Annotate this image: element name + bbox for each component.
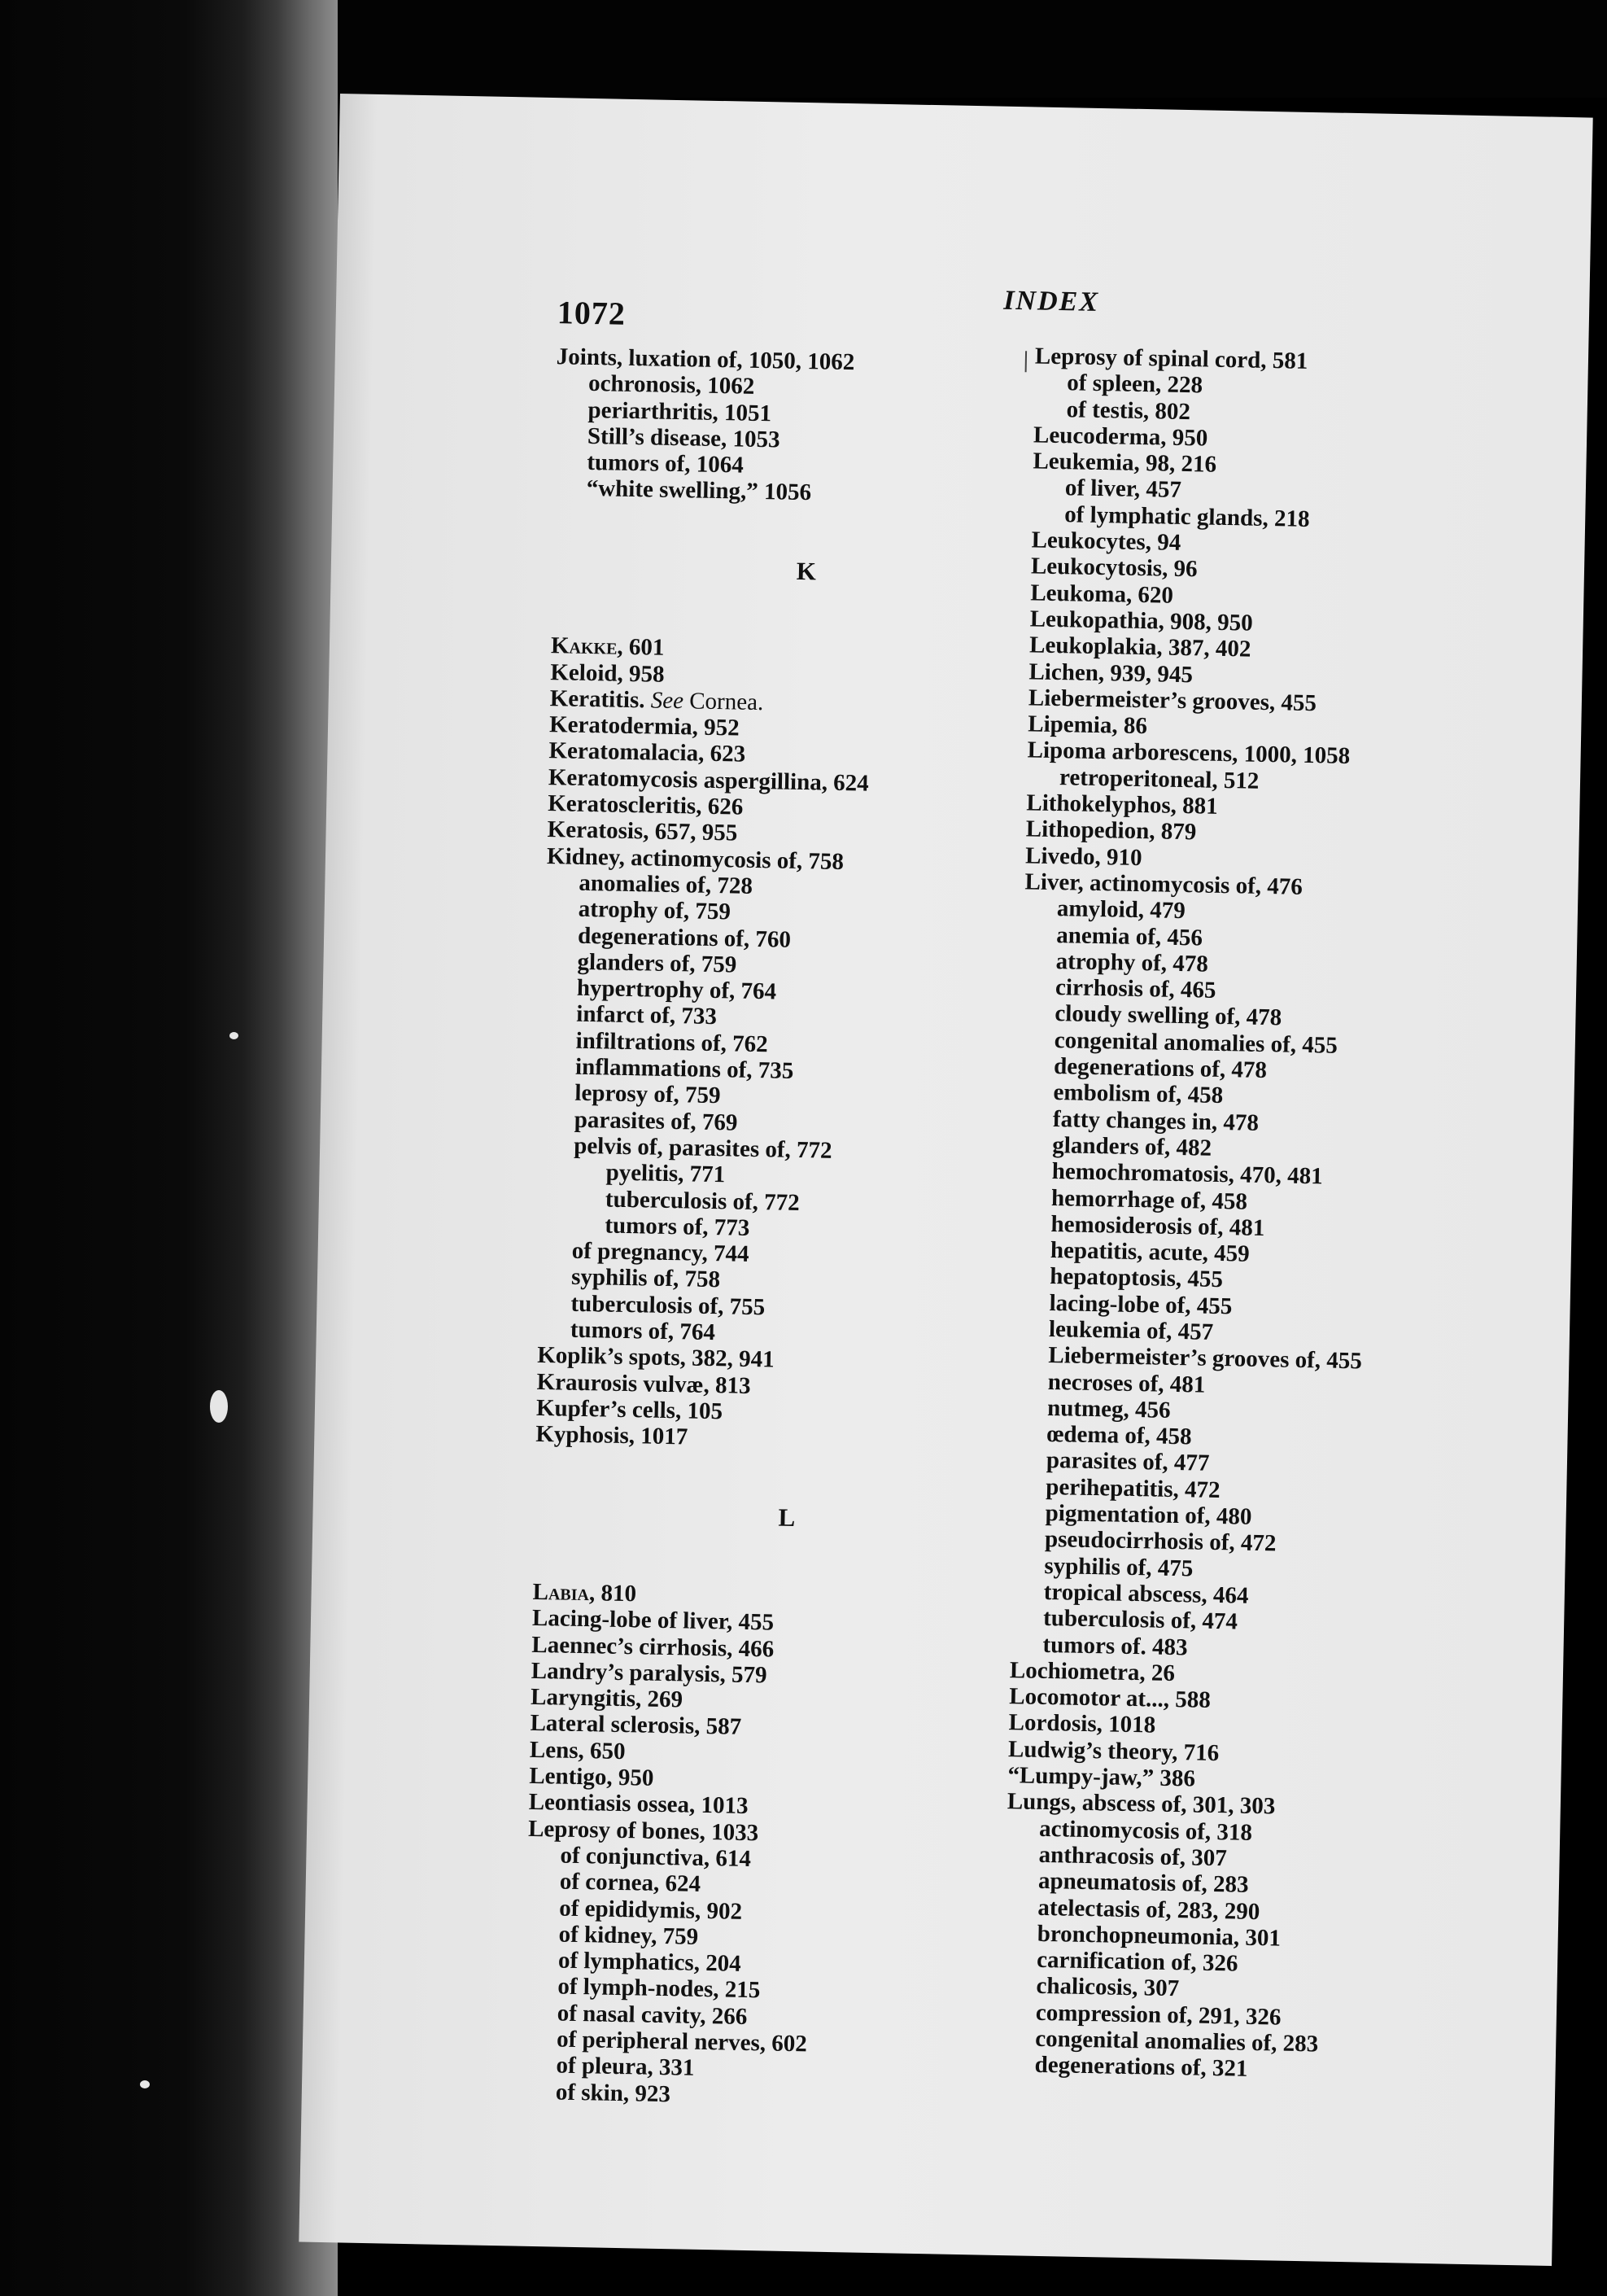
entry-text: Leukoplakia, 387, 402 xyxy=(1028,632,1251,663)
entry-text: hypertrophy of, 764 xyxy=(576,974,777,1005)
entry-text: Lentigo, 950 xyxy=(529,1762,654,1791)
entry-text: , 601 xyxy=(617,633,665,662)
entry-text: lacing-lobe of, 455 xyxy=(1049,1289,1233,1320)
entry-text: Lipemia, 86 xyxy=(1027,711,1148,740)
entry-text: pseudocirrhosis of, 472 xyxy=(1044,1526,1277,1557)
entry-text: of nasal cavity, 266 xyxy=(557,2000,748,2030)
entry-text: Joints, luxation of, 1050, 1062 xyxy=(556,343,855,376)
index-column-right xyxy=(1002,343,1556,2087)
entry-text: leukemia of, 457 xyxy=(1048,1315,1214,1345)
entry-text: “white swelling,” 1056 xyxy=(586,475,812,506)
entry-text: Kyphosis, 1017 xyxy=(535,1421,688,1450)
entry-text: bronchopneumonia, 301 xyxy=(1037,1920,1282,1952)
entry-text: Laennec’s cirrhosis, 466 xyxy=(531,1631,775,1663)
entry-text: pelvis of, parasites of, 772 xyxy=(573,1132,832,1164)
entry-text: of conjunctiva, 614 xyxy=(560,1842,752,1873)
entry-text: Leprosy of spinal cord, 581 xyxy=(1034,343,1308,374)
entry-text: anemia of, 456 xyxy=(1056,921,1203,951)
entry-text: Keratoscleritis, 626 xyxy=(547,790,744,820)
entry-text: glanders of, 482 xyxy=(1052,1131,1212,1161)
entry-text: of lymphatics, 204 xyxy=(557,1947,742,1977)
entry-text: congenital anomalies of, 455 xyxy=(1054,1026,1338,1059)
entry-text: atrophy of, 759 xyxy=(578,896,731,925)
entry-text: pigmentation of, 480 xyxy=(1045,1500,1252,1530)
entry-text: of testis, 802 xyxy=(1066,396,1191,425)
page-number: 1072 xyxy=(557,294,627,332)
entry-text: Lungs, abscess of, 301, 303 xyxy=(1007,1788,1276,1820)
see-reference: See xyxy=(650,687,684,715)
entry-text: amyloid, 479 xyxy=(1056,895,1186,925)
entry-text: Lipoma arborescens, 1000, 1058 xyxy=(1027,737,1351,770)
entry-text: , 810 xyxy=(588,1580,637,1607)
film-speck xyxy=(229,1032,238,1039)
entry-text: hemochromatosis, 470, 481 xyxy=(1051,1158,1323,1190)
entry-heading: Labia xyxy=(532,1578,590,1607)
entry-text: Liebermeister’s grooves, 455 xyxy=(1028,684,1317,717)
entry-text: Keloid, 958 xyxy=(550,658,665,688)
entry-text: fatty changes in, 478 xyxy=(1052,1105,1260,1136)
entry-text: necroses of, 481 xyxy=(1047,1368,1206,1398)
entry-text: periarthritis, 1051 xyxy=(587,396,772,426)
entry-text: ochronosis, 1062 xyxy=(587,370,755,400)
entry-text: hemosiderosis of, 481 xyxy=(1050,1210,1265,1241)
entry-text: Ludwig’s theory, 716 xyxy=(1007,1735,1220,1766)
entry-text: cloudy swelling of, 478 xyxy=(1055,1000,1282,1031)
entry-text: of kidney, 759 xyxy=(558,1921,699,1950)
entry-text: Keratodermia, 952 xyxy=(548,711,740,741)
entry-text: of pregnancy, 744 xyxy=(571,1237,749,1268)
entry-text: Kidney, actinomycosis of, 758 xyxy=(546,842,845,875)
entry-text: Leukemia, 98, 216 xyxy=(1033,448,1217,478)
entry-text: hemorrhage of, 458 xyxy=(1050,1184,1248,1215)
entry-text: anthracosis of, 307 xyxy=(1038,1841,1228,1872)
entry-text: tumors of, 773 xyxy=(605,1212,750,1241)
entry-text: tumors of, 1064 xyxy=(587,449,745,479)
entry-text: carnification of, 326 xyxy=(1036,1946,1238,1977)
entry-text: Laryngitis, 269 xyxy=(530,1684,683,1713)
entry-text: retroperitoneal, 512 xyxy=(1059,763,1260,794)
entry-text: degenerations of, 478 xyxy=(1053,1053,1268,1084)
entry-text: Koplik’s spots, 382, 941 xyxy=(536,1342,775,1373)
entry-text: Livedo, 910 xyxy=(1024,842,1142,871)
entry-text: of spleen, 228 xyxy=(1067,370,1203,399)
entry-text: tumors of, 764 xyxy=(570,1316,716,1346)
running-title: INDEX xyxy=(1002,285,1100,317)
entry-text: of epididymis, 902 xyxy=(558,1895,743,1925)
entry-text: of cornea, 624 xyxy=(559,1868,701,1898)
entry-text: Kupfer’s cells, 105 xyxy=(535,1394,723,1425)
entry-text: perihepatitis, 472 xyxy=(1045,1473,1221,1503)
entry-text: Keratomycosis aspergillina, 624 xyxy=(548,763,870,797)
entry-heading: Kakke xyxy=(550,632,618,660)
book-page xyxy=(299,94,1592,2266)
entry-text: degenerations of, 321 xyxy=(1034,2052,1248,2083)
entry-text: syphilis of, 475 xyxy=(1044,1552,1194,1582)
entry-text: congenital anomalies of, 283 xyxy=(1034,2025,1319,2058)
film-speck xyxy=(140,2080,150,2088)
entry-text: atrophy of, 478 xyxy=(1055,947,1209,977)
entry-text: apneumatosis of, 283 xyxy=(1037,1868,1249,1899)
entry-text: of lymph-nodes, 215 xyxy=(557,1973,761,2004)
entry-text: Leprosy of bones, 1033 xyxy=(527,1815,759,1846)
film-speck xyxy=(210,1390,228,1423)
entry-text: Lochiometra, 26 xyxy=(1009,1657,1176,1686)
entry-text: “Lumpy-jaw,” 386 xyxy=(1007,1762,1196,1792)
entry-text: pyelitis, 771 xyxy=(605,1159,726,1188)
entry-text: infarct of, 733 xyxy=(576,1001,718,1030)
entry-text: of lymphatic glands, 218 xyxy=(1063,501,1310,532)
entry-text: Leukocytosis, 96 xyxy=(1030,553,1198,583)
entry-text: Landry’s paralysis, 579 xyxy=(531,1657,767,1689)
see-target: Cornea. xyxy=(688,688,764,715)
entry-text: hepatitis, acute, 459 xyxy=(1050,1237,1251,1267)
entry-text: Keratomalacia, 623 xyxy=(548,737,746,768)
entry-text: infiltrations of, 762 xyxy=(575,1027,769,1058)
entry-text: Liver, actinomycosis of, 476 xyxy=(1024,868,1304,900)
entry-text: Lens, 650 xyxy=(529,1736,626,1765)
entry-text: inflammations of, 735 xyxy=(574,1053,794,1084)
index-column-left xyxy=(523,343,1077,2115)
entry-text: nutmeg, 456 xyxy=(1046,1394,1171,1424)
entry-text: Keratitis. xyxy=(549,684,645,714)
entry-text: chalicosis, 307 xyxy=(1036,1973,1180,2002)
entry-text: Leukopathia, 908, 950 xyxy=(1029,606,1253,636)
entry-text: Lithopedion, 879 xyxy=(1025,816,1197,846)
entry-text: Lichen, 939, 945 xyxy=(1028,658,1194,688)
entry-text: syphilis of, 758 xyxy=(570,1264,721,1293)
microfilm-border-left xyxy=(0,0,338,2296)
entry-text: Still’s disease, 1053 xyxy=(587,422,780,453)
entry-text: glanders of, 759 xyxy=(577,948,737,978)
entry-text: embolism of, 458 xyxy=(1053,1079,1224,1109)
entry-text: Kraurosis vulvæ, 813 xyxy=(536,1368,751,1399)
entry-text: œdema of, 458 xyxy=(1046,1421,1192,1450)
entry-text: parasites of, 477 xyxy=(1046,1447,1210,1477)
entry-text: Lateral sclerosis, 587 xyxy=(530,1710,742,1741)
section-letter: K xyxy=(796,557,817,586)
section-letter: L xyxy=(778,1502,796,1533)
entry-text: Leontiasis ossea, 1013 xyxy=(528,1789,749,1820)
entry-text: Lacing-lobe of liver, 455 xyxy=(531,1605,775,1636)
entry-text: tropical abscess, 464 xyxy=(1043,1578,1249,1609)
entry-text: cirrhosis of, 465 xyxy=(1055,974,1216,1004)
entry-text: tumors of. 483 xyxy=(1042,1631,1188,1660)
entry-text: Leucoderma, 950 xyxy=(1033,422,1208,452)
entry-text: hepatoptosis, 455 xyxy=(1049,1263,1224,1293)
entry-text: Lithokelyphos, 881 xyxy=(1026,789,1218,820)
entry-text: Leukoma, 620 xyxy=(1030,579,1174,609)
entry-text: of pleura, 331 xyxy=(556,2052,695,2082)
entry-text: compression of, 291, 326 xyxy=(1035,1999,1282,2031)
entry-text: of peripheral nerves, 602 xyxy=(556,2026,808,2058)
entry-text: Keratosis, 657, 955 xyxy=(547,816,738,846)
entry-text: parasites of, 769 xyxy=(574,1106,738,1136)
entry-text: actinomycosis of, 318 xyxy=(1038,1815,1253,1846)
entry-text: leprosy of, 759 xyxy=(574,1080,721,1109)
page-content xyxy=(299,94,1592,2266)
entry-text: atelectasis of, 283, 290 xyxy=(1037,1894,1260,1925)
entry-text: anomalies of, 728 xyxy=(579,869,753,899)
entry-text: of skin, 923 xyxy=(555,2079,671,2107)
entry-text: tuberculosis of, 474 xyxy=(1042,1605,1238,1635)
entry-text: of liver, 457 xyxy=(1064,475,1182,504)
entry-text: Lordosis, 1018 xyxy=(1008,1709,1156,1739)
entry-text: Leukocytes, 94 xyxy=(1031,527,1181,557)
entry-text: tuberculosis of, 772 xyxy=(605,1186,800,1216)
entry-text: degenerations of, 760 xyxy=(577,922,792,953)
entry-text: Liebermeister’s grooves of, 455 xyxy=(1048,1342,1363,1375)
entry-text: tuberculosis of, 755 xyxy=(570,1290,766,1320)
entry-text: Locomotor at..., 588 xyxy=(1009,1683,1212,1714)
